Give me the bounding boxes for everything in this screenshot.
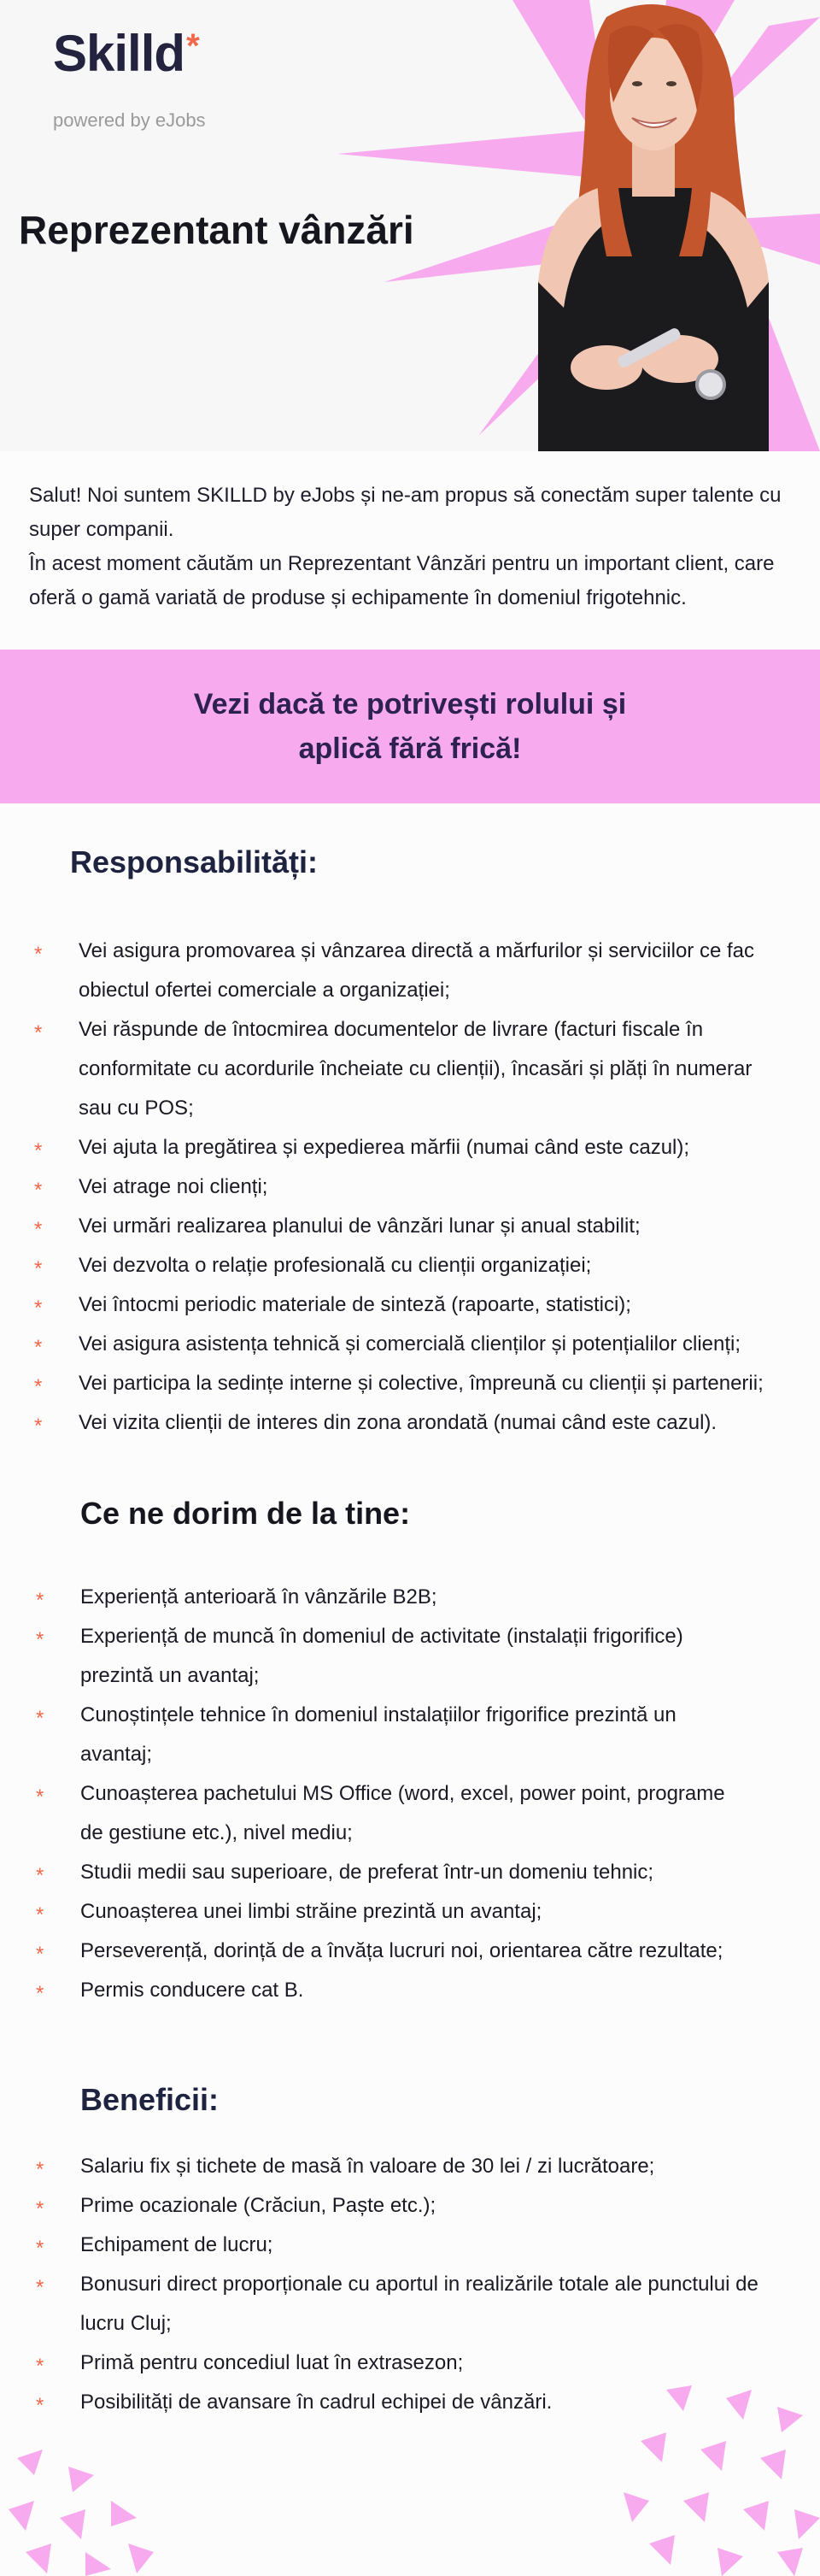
decorative-pattern-right	[615, 2381, 820, 2576]
intro-text	[29, 479, 789, 615]
responsibilities-list	[34, 932, 786, 1443]
asterisk-bullet-icon: *	[36, 2355, 44, 2378]
asterisk-bullet-icon: *	[34, 1021, 43, 1044]
logo-star: *	[186, 27, 199, 65]
list-item	[34, 1403, 786, 1443]
asterisk-bullet-icon: *	[36, 1628, 44, 1651]
list-item	[36, 1892, 745, 1932]
asterisk-bullet-icon: *	[36, 1982, 44, 2005]
list-item	[36, 2147, 788, 2186]
list-item-text: Cunoașterea unei limbi străine prezintă un avantaj;	[80, 1900, 542, 1923]
asterisk-bullet-icon: *	[36, 2158, 44, 2181]
list-item-text: Permis conducere cat B.	[80, 1979, 304, 2002]
asterisk-bullet-icon: *	[34, 1375, 43, 1398]
hero-person-photo	[504, 0, 794, 451]
list-item-text: Experiență anterioară în vânzările B2B;	[80, 1585, 437, 1609]
list-item-text: Salariu fix și tichete de masă în valoare de 30 lei / zi lucrătoare;	[80, 2155, 655, 2178]
list-item	[36, 1617, 745, 1696]
asterisk-bullet-icon: *	[36, 1785, 44, 1808]
asterisk-bullet-icon: *	[36, 1903, 44, 1926]
list-item-text: Vei urmări realizarea planului de vânzări lunar și anual stabilit;	[79, 1214, 641, 1238]
list-item	[36, 1774, 745, 1853]
list-item-text: Vei asigura promovarea și vânzarea directă a mărfurilor și serviciilor ce fac obiectul ofertei comerciale a organizației;	[79, 939, 754, 1002]
requirements-heading: Ce ne dorim de la tine:	[80, 1496, 411, 1531]
list-item	[34, 1207, 786, 1246]
list-item-text: Vei asigura asistența tehnică și comercială clienților și potențialilor clienți;	[79, 1332, 741, 1356]
asterisk-bullet-icon: *	[34, 1414, 43, 1438]
intro-paragraph-2: În acest moment căutăm un Reprezentant Vânzări pentru un important client, care oferă o gamă variată de produse și echipamente în domeniul frigotehnic.	[29, 552, 775, 609]
list-item	[34, 1010, 786, 1128]
asterisk-bullet-icon: *	[34, 943, 43, 966]
asterisk-bullet-icon: *	[34, 1139, 43, 1162]
asterisk-bullet-icon: *	[34, 1336, 43, 1359]
intro-paragraph-1: Salut! Noi suntem SKILLD by eJobs și ne-am propus să conectăm super talente cu super companii.	[29, 484, 782, 541]
cta-text: Vezi dacă te potrivești rolului și aplică fără frică!	[193, 688, 627, 765]
list-item-text: Posibilități de avansare în cadrul echipei de vânzări.	[80, 2391, 553, 2414]
list-item-text: Echipament de lucru;	[80, 2233, 273, 2256]
asterisk-bullet-icon: *	[36, 2394, 44, 2417]
list-item-text: Experiență de muncă în domeniul de activitate (instalații frigorifice) prezintă un avantaj;	[80, 1625, 683, 1687]
asterisk-bullet-icon: *	[36, 2197, 44, 2220]
list-item-text: Vei participa la sedințe interne și colective, împreună cu clienții și partenerii;	[79, 1372, 764, 1395]
list-item-text: Bonusuri direct proporționale cu aportul in realizările totale ale punctului de lucru Cluj;	[80, 2273, 758, 2335]
list-item	[34, 1325, 786, 1364]
list-item	[36, 1696, 745, 1774]
list-item	[34, 1167, 786, 1207]
list-item-text: Cunoștințele tehnice în domeniul instalațiilor frigorifice prezintă un avantaj;	[80, 1703, 676, 1766]
logo-wordmark: Skilld	[53, 25, 185, 82]
asterisk-bullet-icon: *	[36, 1589, 44, 1612]
page-title: Reprezentant vânzări	[19, 208, 414, 252]
powered-by-label: powered by eJobs	[53, 109, 206, 131]
list-item	[34, 1364, 786, 1403]
asterisk-bullet-icon: *	[36, 2237, 44, 2260]
benefits-heading: Beneficii:	[80, 2082, 220, 2117]
list-item	[36, 2265, 788, 2344]
cta-banner	[0, 650, 820, 803]
list-item-text: Vei dezvolta o relație profesională cu clienții organizației;	[79, 1254, 592, 1277]
list-item-text: Primă pentru concediul luat în extrasezon;	[80, 2351, 464, 2374]
list-item-text: Vei atrage noi clienți;	[79, 1175, 268, 1198]
list-item-text: Vei întocmi periodic materiale de sinteză (rapoarte, statistici);	[79, 1293, 631, 1316]
asterisk-bullet-icon: *	[36, 1864, 44, 1887]
hero-banner	[0, 0, 820, 451]
decorative-pattern-left	[0, 2441, 171, 2576]
list-item	[36, 1971, 745, 2010]
list-item-text: Vei ajuta la pregătirea și expedierea mărfii (numai când este cazul);	[79, 1136, 690, 1159]
list-item	[36, 1932, 745, 1971]
responsibilities-heading: Responsabilități:	[70, 844, 319, 879]
list-item-text: Vei răspunde de întocmirea documentelor de livrare (facturi fiscale în conformitate cu acordurile încheiate cu clienții), încasări și plăți în numerar sau cu POS;	[79, 1018, 753, 1120]
list-item	[36, 1853, 745, 1892]
asterisk-bullet-icon: *	[36, 1707, 44, 1730]
list-item-text: Studii medii sau superioare, de preferat într-un domeniu tehnic;	[80, 1861, 654, 1884]
list-item-text: Cunoașterea pachetului MS Office (word, excel, power point, programe de gestiune etc.), nivel mediu;	[80, 1782, 725, 1844]
list-item	[36, 1578, 745, 1617]
requirements-list	[36, 1578, 745, 2010]
skilld-logo[interactable]	[53, 24, 199, 83]
asterisk-bullet-icon: *	[36, 2276, 44, 2299]
asterisk-bullet-icon: *	[34, 1257, 43, 1280]
asterisk-bullet-icon: *	[34, 1297, 43, 1320]
list-item	[34, 1128, 786, 1167]
asterisk-bullet-icon: *	[36, 1943, 44, 1966]
list-item-text: Vei vizita clienții de interes din zona arondată (numai când este cazul).	[79, 1411, 718, 1434]
list-item	[34, 1246, 786, 1285]
list-item	[36, 2226, 788, 2265]
list-item	[36, 2344, 788, 2383]
list-item-text: Perseverență, dorință de a învăța lucruri noi, orientarea către rezultate;	[80, 1939, 723, 1962]
asterisk-bullet-icon: *	[34, 1179, 43, 1202]
asterisk-bullet-icon: *	[34, 1218, 43, 1241]
list-item	[34, 932, 786, 1010]
list-item	[36, 2186, 788, 2226]
list-item	[34, 1285, 786, 1325]
list-item-text: Prime ocazionale (Crăciun, Paște etc.);	[80, 2194, 436, 2217]
